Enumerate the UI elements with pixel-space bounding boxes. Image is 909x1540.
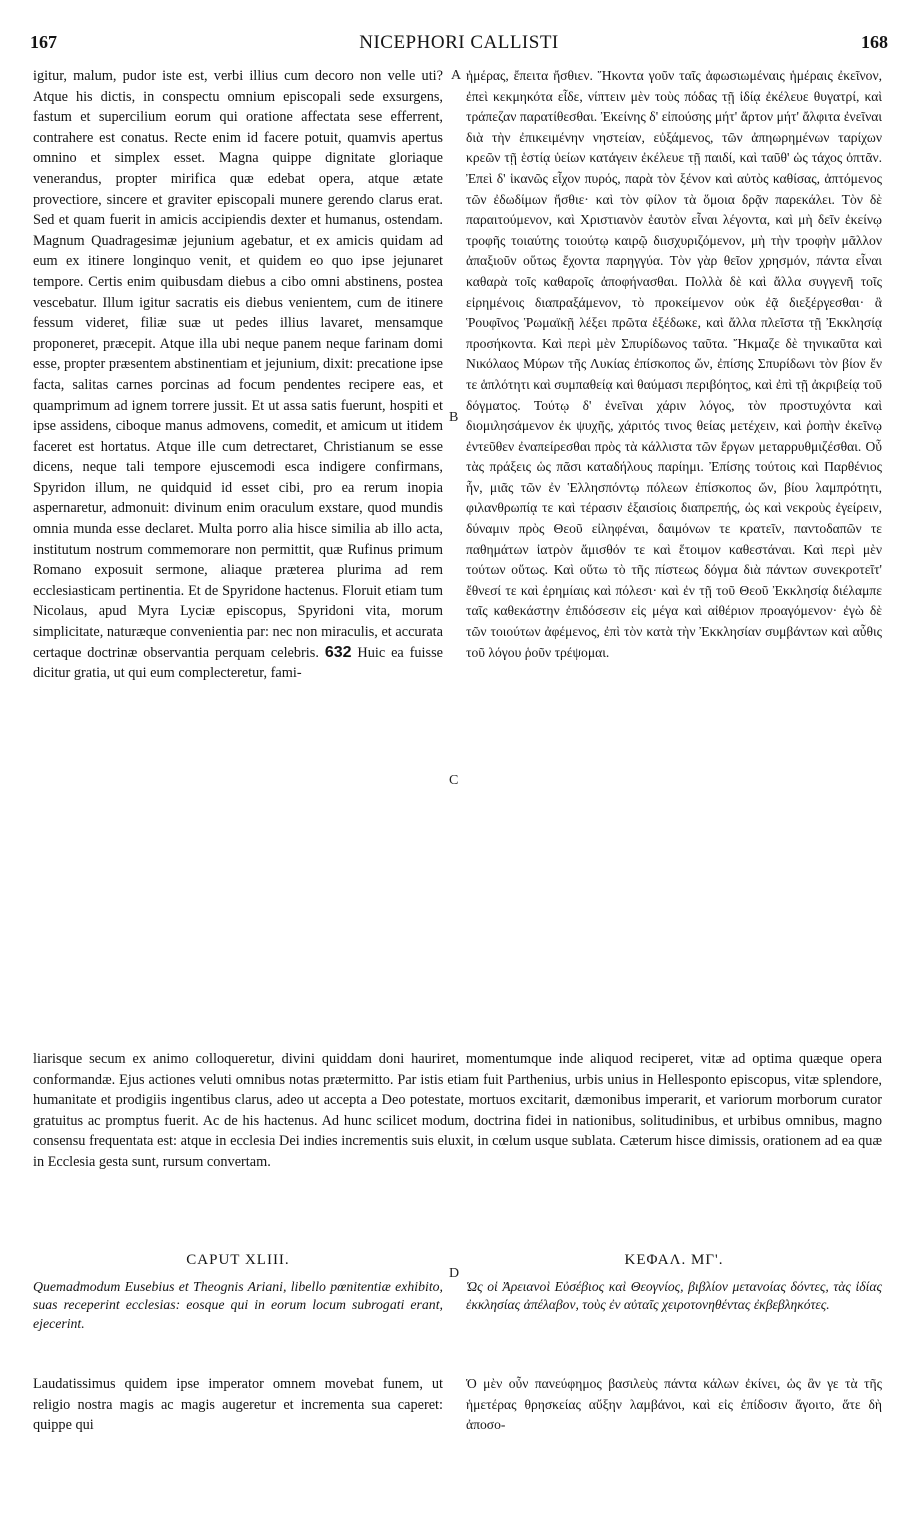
section-marker-a: A: [451, 68, 462, 83]
running-header: [30, 32, 888, 58]
section-marker-b: B: [449, 410, 459, 425]
latin-text-tail: Huic ea fuisse dicitur gratia, ut qui eum complecteretur, fami-: [33, 644, 444, 682]
section-marker-d: D: [449, 1266, 460, 1281]
running-title: NICEPHORI CALLISTI: [359, 32, 559, 53]
latin-column: [33, 66, 443, 684]
greek-column: [466, 66, 882, 663]
greek-paragraph: ἡμέρας, ἔπειτα ἤσθιεν. Ἥκοντα γοῦν ταῖς ἀφωσιωμέναις ἡμέραις ἐκεῖνον, ἐπεὶ κεκμηκότα εἶδε, νίπτειν μὲν τοὺς πόδας τῇ ἰδίᾳ ἐκέλευε θυγατρί, καὶ τράπεζαν παρατίθεσθαι. Ἐκείνης δ' εἰπούσης μήτ' ἄρτον μήτ' ἄλφιτα ἐνεῖναι διὰ τὴν ἐπικειμένην νηστείαν, εὐξάμενος, τῶν ἀπηωρημένων ταρίχων κρεῶν τῇ ἑστίᾳ ὑείων κατάγειν ἐκέλευε τῇ παιδί, καὶ ταῦθ' ὡς τάχος ὀπτᾶν. Ἐπεὶ δ' ἱκανῶς εἶχον πυρός, παρὰ τὸν ξένον καὶ αὐτὸς καθίσας, ἁπτόμενος τῶν ἐδωδίμων ἤσθιε· καὶ τὸν φίλον τὰ ὅμοια δρᾷν παρεκάλει. Τὸν δὲ παραιτούμενον, καὶ Χριστιανὸν ἑαυτὸν εἶναι λέγοντα, καὶ μὴ δεῖν ἐκείνῳ τροφῆς τοιαύτης τοιούτῳ καιρῷ διισχυριζόμενον, μὴ τὴν τροφὴν μᾶλλον ἀπαξιοῦν οὕτως ἔχοντα παρηγγύα. Τὸν γὰρ θεῖον χρησμόν, πάντα εἶναι καθαρὰ τοῖς καθαροῖς ἀποφήνασθαι. Πολλὰ δὲ καὶ ἄλλα συγγενῆ τοῖς εἰρημένοις διαπραξάμενον, τὸ προκείμενον οὐκ ἐᾷ διεξέργεσθαι· ἃ Ῥουφῖνος Ῥωμαϊκῇ λέξει πρῶτα ἐξέδωκε, καὶ ἄλλα πλεῖστα τῇ Ἐκκλησίᾳ προσήκοντα. Καὶ περὶ μὲν Σπυρίδωνος ταῦτα. Ἤκμαζε δὲ τηνικαῦτα καὶ Νικόλαος Μύρων τῆς Λυκίας ἐπίσκοπος ὤν, ἐπίσης Σπυρίδωνι τὸν βίον ἔν τε ἁπλότητι καὶ συμπαθείᾳ καὶ θαύμασι περιβόητος, καὶ ἐπὶ τῇ ἀκριβείᾳ τοῦ δόγματος. Τούτῳ δ' ἐνεῖναι χάριν λόγος, τὸν προστυχόντα καὶ διομιλησάμενον ἐκ ψυχῆς, χάριτός τινος θείας μετέχειν, καὶ ῥοπὴν ἐκεῖνῳ ἐντεῦθεν ἐναπείρεσθαι πρὸς τὰ κάλλιστα τῶν ἔργων μεταρρυθμιζέσθαι. Οὗ τὰς πράξεις ὡς πᾶσι καταδήλους παρίημι. Ἐπίσης τούτοις καὶ Παρθένιος ἦν, μιᾶς τῶν ἐν Ἑλλησπόντῳ πόλεων ἐπίσκοπος ὤν, βίου λαμπρότητι, φιλανθρωπίᾳ τε καὶ τέρασιν ἐξαισίοις διαπρεπής, ὡς καὶ νεκροὺς ἐγείρειν, δύναμιν πρὸς Θεοῦ εἰληφέναι, δαιμόνων τε κρατεῖν, παντοδαπῶν τε παθημάτων ἰατρὸν ἄμισθόν τε καὶ ἕτοιμον καθεστάναι. Καὶ περὶ μὲν τούτων οὕτως. Καὶ οὕτω τὸ τῆς πίστεως δόγμα διὰ πάντων συνεκροτεῖτ' ἔθνεσί τε καὶ ἐρημίαις καὶ πόλεσι· καὶ ἐν τῇ τοῦ Θεοῦ Ἐκκλησίᾳ διέλαμπε ταῖς καθεκάστην ἐπιδόσεσιν εἰς μέγα καὶ αἰθέριον προαγόμενον· ἐγὼ δὲ τῶν τοιούτων ἀφέμενος, ἐπὶ τὸν κατὰ τὴν Ἐκκλησίαν συμβάντων καὶ αὖθις τοῦ λόγου ῥοῦν τρέψομαι.: [466, 68, 882, 660]
latin-continuation: liarisque secum ex animo colloqueretur, divini quiddam doni hauriret, momentumque inde aliquod reciperet, vitæ ad optima quæque opera conformandæ. Ejus actiones veluti omnibus notas prætermitto. Par istis etiam fuit Parthenius, urbis unius in Hellesponto episcopus, vitæ splendore, humanitate et prodigiis ingentibus clarus, adeo ut accepta a Deo potestate, mortuos excitarit, dæmonibus imperarit, et variorum morborum curator gratuitus ac promptus fuerit. Ac de his hactenus. Ad hunc scilicet modum, doctrina fidei in nationibus, solitudinibus, et urbibus omnibus, magno consensu frequentata est: atque in ecclesia Dei indies incrementis suis eluxit, in cœlum usque sublata. Cæterum hisce dimissis, orationem ad ea quæ in Ecclesia gesta sunt, rursum convertam.: [33, 1051, 882, 1170]
latin-full-width-text: [33, 1049, 882, 1173]
column-number: 632: [324, 643, 352, 661]
chapter-text-latin: Laudatissimus quidem ipse imperator omnem movebat funem, ut religio nostra magis ac magis augeretur et incrementa sua caperet: quippe qui: [33, 1376, 443, 1434]
chapter-summary-greek: Ὡς οἱ Ἀρειανοὶ Εὐσέβιος καὶ Θεογνίος, βιβλίον μετανοίας δόντες, τὰς ἰδίας ἐκκλησίας ἀπέλαβον, τοὺς ἐν αὐταῖς χειροτονηθέντας ἐκβεβληκότες.: [466, 1279, 882, 1313]
chapter-heading-greek: ΚΕΦΑΛ. ΜΓ'.: [624, 1252, 724, 1268]
latin-text: igitur, malum, pudor iste est, verbi illius cum decoro non velle uti? Atque his dictis, in conspectu omnium episcopali sede exsurgens, fastum et supercilium eorum qui oratione affectata sese efferrent, contrahere est conatus. Recte enim id facere potuit, quamvis apertus omnino et simplex esset. Magna quippe dignitate gloriaque venerandus, propter mirifica quæ edebat opera, atque ætate provectiore, sincere et graviter episcopali munere gerendo clarus erat. Sed et quam fuerit in amicis accipiendis dexter et humanus, ostendam. Magnum Quadragesimæ jejunium agebatur, et ex amicis quidam ad eum ex itinere longinquo venit, et quidem eo quo ipse jejunaret tempore. Certis enim quibusdam diebus a cibo omni abstinens, postea vescebatur. Illum igitur sacratis eis diebus venientem, cum de itinere fessum videret, filiæ suæ ut pedes illius lavaret, mensamque proponeret, præcepit. Atque illa ubi neque panem neque farinam domi esse, propter præsentem abstinentiam et jejunium, dixit: precatione ipse facta, salitas carnes porcinas ad focum pendentes recipere eas, et quamprimum ad ignem torrere jussit. Et ut assa satis fuerunt, hospiti et ipse assidens, ciboque manus admovens, comedit, et amicum ut itidem faceret est hortatus. Atque ille cum detrectaret, Christianum se esse dicens, neque tali tempore ejuscemodi esca indigere confirmans, Spyridon illum, ne quidquid id esset cibi, pro ea rerum inopia aspernaretur, admonuit: divinum enim oraculum exstare, quod mundis omnia munda esse declaret. Multa porro alia hisce similia ab illo acta, institutum nostrum commemorare non permittit, quæ Rufinus primum Romano exposuit sermone, aliaque præterea plurima ad rem ecclesiasticam pertinentia. Et de Spyridone hactenus. Floruit etiam tum Nicolaus, apud Myra Lyciæ episcopus, Spyridoni vita, morum simplicitate, naturæque convenientia par: nec non miraculis, et accurata certaque doctrinæ observantia perquam celebris.: [33, 68, 443, 661]
page-number-right: 168: [861, 32, 888, 52]
chapter-heading-latin: CAPUT XLIII.: [186, 1252, 290, 1268]
section-marker-c: C: [449, 773, 459, 788]
chapter-summary-latin: Quemadmodum Eusebius et Theognis Ariani, libello pœnitentiæ exhibito, suas receperint ecclesias: eosque qui in eorum locum subrogati erant, ejecerint.: [33, 1279, 443, 1331]
chapter-text-greek: Ὁ μὲν οὖν πανεύφημος βασιλεὺς πάντα κάλων ἐκίνει, ὡς ἂν γε τὰ τῆς ἡμετέρας θρησκείας αὔξην λαμβάνοι, καὶ εἰς ἐπίδοσιν ἄγοιτο, ἅτε δὴ ἀποσο-: [466, 1376, 882, 1433]
latin-paragraph: [33, 66, 443, 684]
page-number-left: 167: [30, 32, 57, 52]
